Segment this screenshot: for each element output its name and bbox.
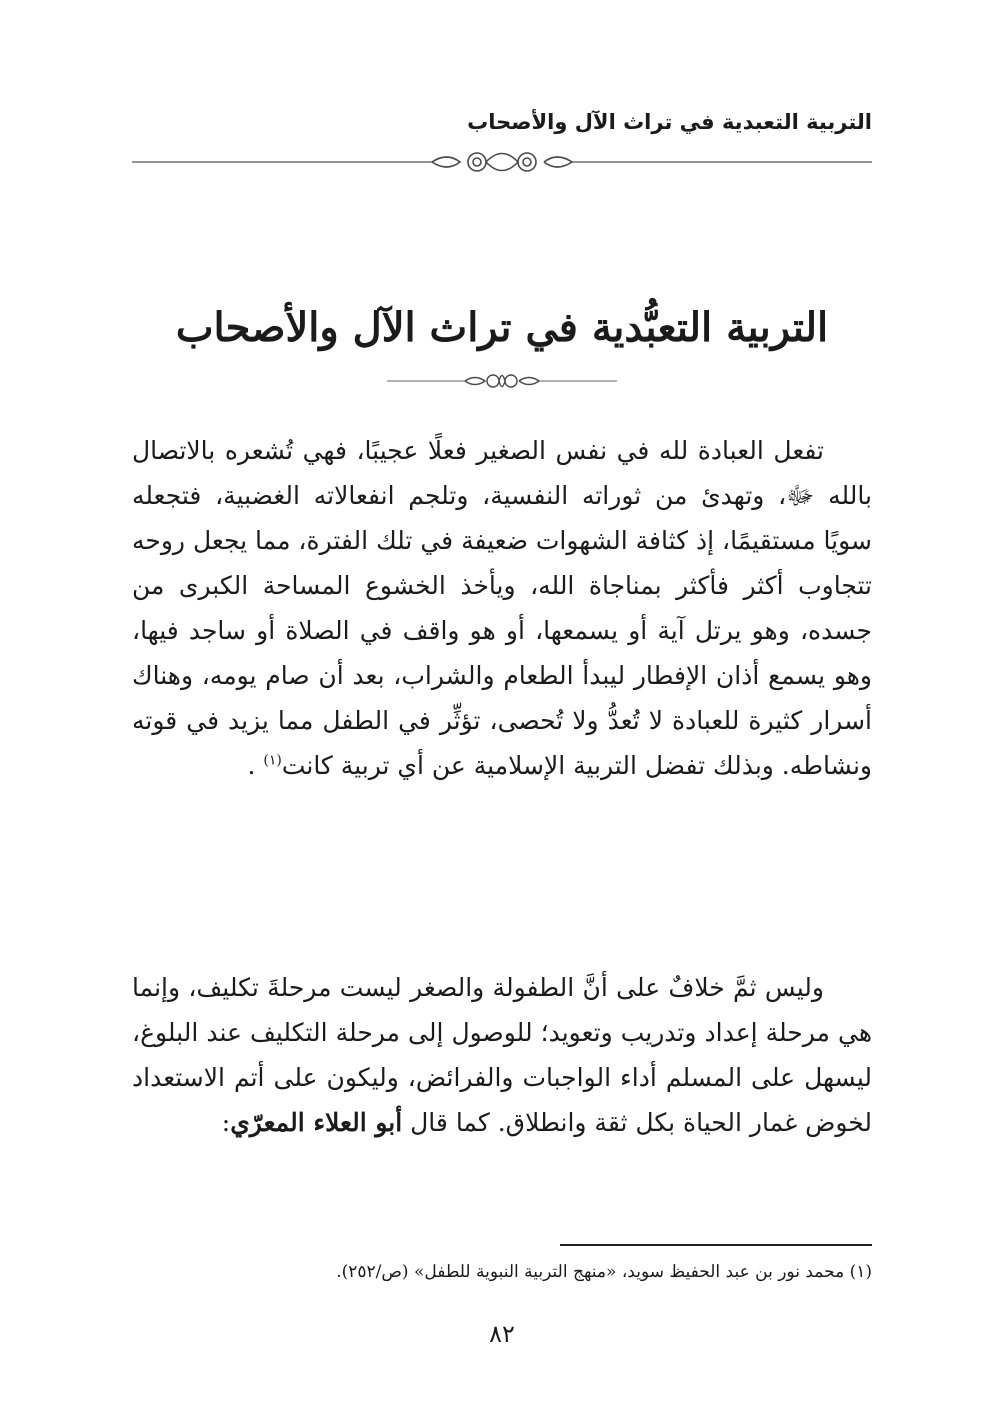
body-paragraph-2 <box>132 965 872 1145</box>
footnote-separator <box>560 1244 872 1246</box>
footnote-reference-1: (١) <box>263 752 282 769</box>
paragraph-1-text: تفعل العبادة لله في نفس الصغير فعلًا عجيبًا، فهي تُشعره بالاتصال بالله ﷻ، وتهدئ من ثوراته النفسية، وتلجم انفعالاته الغضبية، فتجعله سويًا مستقيمًا، إذ كثافة الشهوات ضعيفة في تلك الفترة، مما يجعل روحه تتجاوب أكثر فأكثر بمناجاة الله، ويأخذ الخشوع المساحة الكبرى من جسده، وهو يرتل آية أو يسمعها، أو هو واقف في الصلاة أو ساجد فيها، وهو يسمع أذان الإفطار ليبدأ الطعام والشراب، بعد أن صام يومه، وهناك أسرار كثيرة للعبادة لا تُعدُّ ولا تُحصى، تؤثِّر في الطفل مما يزيد في قوته ونشاطه. وبذلك تفضل التربية الإسلامية عن أي تربية كانت <box>132 436 872 780</box>
title-ornament-divider <box>387 366 617 396</box>
chapter-title: التربية التعبُّدية في تراث الآل والأصحاب <box>175 304 829 351</box>
footnote-1: (١) محمد نور بن عبد الحفيظ سويد، «منهج التربية النبوية للطفل» (ص/٢٥٢). <box>336 1262 872 1282</box>
floral-ornament-icon <box>465 375 539 387</box>
body-paragraph-1 <box>132 428 872 788</box>
paragraph-1-end: . <box>247 751 256 780</box>
floral-ornament-icon <box>432 153 572 171</box>
paragraph-2-end: : <box>221 1108 231 1137</box>
running-header: التربية التعبدية في تراث الآل والأصحاب <box>467 110 872 134</box>
page-number: ٨٢ <box>489 1320 515 1348</box>
paragraph-2-text: وليس ثمَّ خلافٌ على أنَّ الطفولة والصغر ليست مرحلةَ تكليف، وإنما هي مرحلة إعداد وتدريب وتعويد؛ للوصول إلى مرحلة التكليف عند البلوغ، ليسهل على المسلم أداء الواجبات والفرائض، وليكون على أتم الاستعداد لخوض غمار الحياة بكل ثقة وانطلاق. كما قال <box>132 973 872 1137</box>
header-ornament-divider <box>132 139 872 185</box>
cited-poet-name: أبو العلاء المعرّي <box>230 1108 403 1137</box>
